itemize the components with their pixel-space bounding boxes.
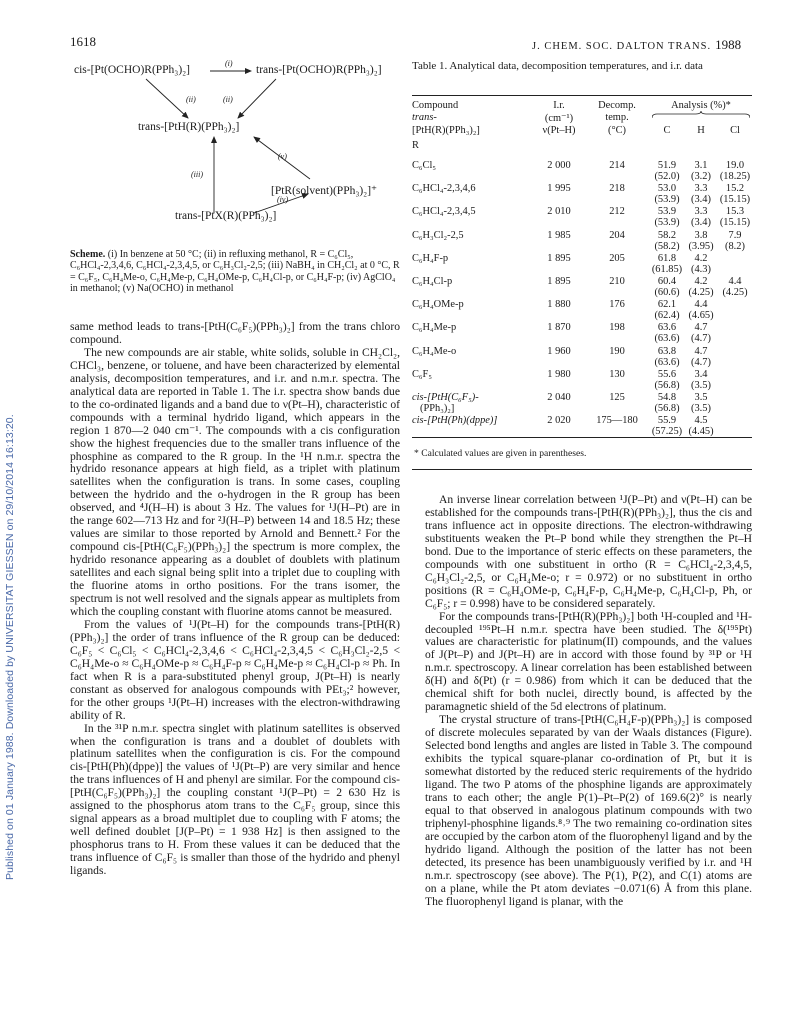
row-h: 3.8 (694, 229, 708, 241)
arrow-ii-left (146, 79, 188, 118)
left-column (70, 321, 400, 878)
paragraph: The new compounds are air stable, white solids, soluble in CH₂Cl₂, CHCl₃, benzene, or toluene, and have been characterized by elemental analysis, decomposition temperatures, and i.r. and n.m.r. spectra. The analytical data are reported in Table 1. The i.r. spectra show bands due to the co-ordinated ligands and a band due to ν(Pt–H), characteristic of compounds with a terminal hydrido ligand, which appears in the region 1 870—2 040 cm⁻¹. The compounds with a cis configuration show the highest frequencies due to the smaller trans influence of the phosphine as compared to the R group. In the ¹H n.m.r. spectra the hydrido resonance appears at high field, as a triplet with platinum satellites when the configuration is trans. In some cases, coupling between the hydrido and the o-hydrogen in the R group has been observed, and ⁴J(H–H) is about 3 Hz. The values for ¹J(H–Pt) are in the range 602—713 Hz and for ²J(H–P) between 14 and 18.5 Hz; these values are similar to those reported by Arnold and Bennett.² For the compound cis-[PtH(C₆F₅)(PPh₃)₂] the spectrum is more complex, the hydrido resonance appearing as a doublet of doublets with platinum satellites and each signal being split into a triplet due to coupling with the fluorine atoms in ortho positions. For the trans isomer, the spectrum is not well resolved and the signals appear as multiplets from which the coupling constant with fluorine atoms cannot be measured. (70, 345, 400, 618)
scheme-label-v: (v) (278, 152, 287, 161)
row-h-calc: (4.45) (688, 426, 714, 438)
row-h-calc: (3.4) (691, 194, 711, 206)
row-h-calc: (3.5) (691, 379, 711, 391)
table-rule-bottom (412, 437, 752, 438)
row-ir: 2 000 (547, 160, 571, 171)
scheme-label-iii: (iii) (191, 170, 203, 179)
row-cl-calc: (8.2) (725, 240, 745, 252)
row-c: 63.8 (657, 345, 677, 357)
row-h-calc: (4.25) (688, 287, 714, 298)
header-ir: I.r. (553, 100, 565, 111)
row-ir: 1 880 (547, 299, 571, 311)
row-h-calc: (3.95) (688, 240, 714, 252)
row-ir: 2 010 (547, 206, 571, 218)
right-column (425, 494, 752, 909)
row-c: 61.8 (657, 252, 677, 264)
row-c-calc: (52.0) (654, 171, 680, 182)
row-compound: C₆Cl₅ (412, 160, 436, 171)
row-decomp: 125 (609, 392, 625, 403)
row-cl: 19.0 (725, 160, 745, 171)
row-ir: 1 995 (547, 183, 571, 195)
row-h: 3.4 (694, 368, 708, 380)
row-h-calc: (3.2) (691, 171, 711, 182)
row-ir: 1 980 (547, 368, 571, 380)
row-h-calc: (4.3) (691, 263, 711, 275)
row-c: 58.2 (657, 229, 677, 241)
paragraph: same method leads to trans-[PtH(C₆F₅)(PPh₃)₂] from the trans chloro compound. (70, 320, 400, 346)
row-ir: 2 020 (547, 415, 571, 427)
header-ir-band: ν(Pt–H) (542, 125, 576, 136)
row-decomp: 190 (609, 345, 625, 357)
scheme-halide: trans-[PtX(R)(PPh₃)₂] (175, 210, 277, 222)
row-c-calc: (58.2) (654, 240, 680, 252)
analysis-brace (652, 111, 750, 119)
row-cl: 15.3 (725, 206, 745, 218)
row-c-calc: (60.6) (654, 287, 680, 298)
row-decomp: 210 (609, 276, 625, 287)
row-compound: C₆HCl₄-2,3,4,5 (412, 206, 476, 218)
row-decomp: 218 (609, 183, 625, 195)
row-compound: C₆H₃Cl₂-2,5 (412, 229, 464, 241)
paragraph: From the values of ¹J(Pt–H) for the compounds trans-[PtH(R)(PPh₃)₂] the order of trans influence of the R group can be deduced: C₆F₅ < C₆Cl₅ < C₆HCl₄-2,3,4,6 < C₆HCl₄-2,3,4,5 < C₆H₃Cl₂-2,5 < C₆H₄Me-o ≈ C₆H₄OMe-p ≈ C₆H₄F-p ≈ C₆H₄Me-p ≈ C₆H₄Cl-p ≈ Ph. In fact when R is a para-substituted phenyl group, J(Pt–H) is nearly constant as observed for analogous compounds with PEt₃;² however, for the other groups ¹J(Pt–H) increases with the electron-withdrawing ability of R. (70, 617, 400, 722)
scheme-caption-text: (i) In benzene at 50 °C; (ii) in refluxing methanol, R = C₆Cl₅, C₆HCl₄-2,3,4,6, C₆HCl₄-2,3,4,5, or C₆H₃Cl₂-2,5; (iii) NaBH₄ in CH₂Cl₂ at 0 °C, R = C₆F₅, C₆H₄Me-o, C₆H₄Me-p, C₆H₄OMe-p, C₆H₄Cl-p, or C₆H₄F-p; (iv) AgClO₄ in methanol; (v) Na(OCHO) in methanol (70, 249, 400, 294)
row-c: 55.9 (657, 415, 677, 427)
row-cl-calc: (18.25) (719, 171, 751, 182)
row-ir: 2 040 (547, 392, 571, 403)
scheme-label-ii-right: (ii) (223, 95, 233, 104)
header-ir-unit: (cm⁻¹) (544, 113, 574, 124)
row-compound: cis-[PtH(C₆F₅)- (412, 392, 479, 403)
header-c: C (663, 125, 671, 136)
row-c-calc: (56.8) (654, 403, 680, 414)
row-c: 54.8 (657, 392, 677, 403)
row-compound: C₆F₅ (412, 368, 432, 380)
scheme-hydride: trans-[PtH(R)(PPh₃)₂] (138, 121, 240, 133)
header-decomp-unit: (°C) (607, 125, 626, 136)
row-compound: C₆H₄OMe-p (412, 299, 464, 311)
journal-header (532, 37, 741, 53)
row-compound: C₆HCl₄-2,3,4,6 (412, 183, 476, 195)
row-h-calc: (4.65) (688, 310, 714, 322)
scheme-arrows (58, 55, 403, 255)
row-h-calc: (4.7) (691, 333, 711, 345)
row-c: 53.0 (657, 183, 677, 195)
row-decomp: 205 (609, 252, 625, 264)
row-c: 55.6 (657, 368, 677, 380)
scheme-cis-formate: cis-[Pt(OCHO)R(PPh₃)₂] (74, 64, 190, 76)
row-cl: 15.2 (725, 183, 745, 195)
row-c: 63.6 (657, 322, 677, 334)
row-cl: 7.9 (728, 229, 742, 241)
row-c: 62.1 (657, 299, 677, 311)
header-r: R (412, 140, 419, 151)
journal-year: 1988 (715, 37, 742, 52)
row-ir: 1 960 (547, 345, 571, 357)
row-ir: 1 870 (547, 322, 571, 334)
journal-name: J. CHEM. SOC. DALTON TRANS. (532, 41, 712, 52)
scheme-label-i: (i) (225, 59, 233, 68)
row-cl-calc: (15.15) (719, 217, 751, 229)
row-c: 60.4 (657, 276, 677, 287)
header-analysis: Analysis (%)* (671, 100, 731, 111)
row-cl-calc: (15.15) (719, 194, 751, 206)
paragraph: In the ³¹P n.m.r. spectra singlet with platinum satellites is observed when the configuration is trans and a doublet of doublets with platinum satellites when the configuration is cis. For the compound cis-[PtH(Ph)(dppe)] the values of ¹J(Pt–P) are very similar and hence the trans influences of H and phenyl are similar. For the compound cis-[PtH(C₆F₅)(PPh₃)₂] the coupling constant ¹J(P–Pt) = 2 630 Hz is assigned to the phosphorus atom trans to the C₆F₅ group, since this signal appears as a broad multiplet due to coupling with F atoms; the well defined doublet [J(P–Pt) = 1 938 Hz] is then assigned to the phosphorus trans to H. From these values it can be deduced that the trans influence of C₆F₅ is smaller than those of the hydrido and phenyl ligands. (70, 721, 401, 878)
row-c-calc: (63.6) (654, 333, 680, 345)
row-decomp: 204 (609, 229, 625, 241)
row-compound: C₆H₄Me-p (412, 322, 457, 334)
scheme-solvento: [PtR(solvent)(PPh₃)₂]⁺ (271, 185, 378, 197)
scheme-label-iv: (iv) (277, 195, 289, 204)
paragraph: The crystal structure of trans-[PtH(C₆H₄F-p)(PPh₃)₂] is composed of discrete molecules separated by van der Waals distances (Figure). Selected bond lengths and angles are listed in Table 3. The compound exhibits the typical square-planar co-ordination of Pt, but it is somewhat distorted by the reduced steric requirements of the hydrido ligand. The two P atoms of the phosphine ligands are approximately trans to each other; the angle P(1)–Pt–P(2) of 169.6(2)° is nearly equal to that observed in analogous platinum compounds with two triphenyl-phosphine ligands.⁸˒⁹ The two remaining co-ordination sites are occupied by the carbon atom of the fluorophenyl ligand and by the hydrido ligand. Although the position of the latter has not been detected, its presence has been unambiguously verified by i.r. and ¹H n.m.r. spectroscopy (see above). The P(1), P(2), and C(1) atoms are on a plane, while the Pt atom deviates −0.071(6) Å from this plane. The fluorophenyl ligand is planar, with the (425, 713, 752, 908)
row-ir: 1 985 (547, 229, 571, 241)
header-compound-formula: [PtH(R)(PPh₃)₂] (412, 125, 480, 136)
paragraph: For the compounds trans-[PtH(R)(PPh₃)₂] both ¹H-coupled and ¹H-decoupled ¹⁹⁵Pt–H n.m.r. spectra have been studied. The δ(¹⁹⁵Pt) values are characteristic for platinum(II) compounds, and the values of J(Pt–P) and J(Pt–H) are in accord with those found by ³¹P or ¹H n.m.r. spectroscopy. A linear correlation has been established between δ(H) and δ(Pt) (r = 0.986) from which it can be deduced that the chemical shift for both nuclei, directly bound, is affected by the paramagnetic shield of the 5d electrons of platinum. (425, 609, 752, 714)
row-h: 3.3 (694, 206, 708, 218)
table-rule-top (412, 95, 752, 96)
download-sidebar: Published on 01 January 1988. Downloaded by UNIVERSITAT GIESSEN on 29/10/2014 16:13:20. (4, 414, 16, 880)
row-h-calc: (4.7) (691, 356, 711, 368)
scheme-trans-formate: trans-[Pt(OCHO)R(PPh₃)₂] (256, 64, 382, 76)
row-decomp: 176 (609, 299, 625, 311)
row-cl: 4.4 (728, 276, 742, 287)
row-h: 4.2 (694, 276, 708, 287)
paragraph: An inverse linear correlation between ¹J(P–Pt) and ν(Pt–H) can be established for the compounds trans-[PtH(R)(PPh₃)₂], thus the cis and trans influence act in opposite directions. The electron-withdrawing substituents weaken the Pt–P bond while they strengthen the Pt–H bond. Due to the importance of steric effects on these parameters, the compounds with one substituent in ortho (R = C₆HCl₄-2,3,4,5, C₆H₃Cl₂-2,5, or C₆H₄Me-o; r = 0.972) or no substituent in ortho positions (R = C₆H₄OMe-p, C₆H₄F-p, C₆H₄Me-p, C₆H₄Cl-p, Ph, or C₆F₅; r = 0.998) have to be considered separately. (425, 493, 752, 610)
row-compound: C₆H₄F-p (412, 252, 449, 264)
header-compound: Compound (412, 100, 459, 111)
row-compound: C₆H₄Me-o (412, 345, 457, 357)
arrow-ii-right (238, 79, 276, 118)
header-decomp: Decomp. (598, 100, 636, 111)
row-c: 51.9 (657, 160, 677, 171)
row-h: 4.5 (694, 415, 708, 427)
row-c-calc: (62.4) (654, 310, 680, 322)
table-rule-end (412, 469, 752, 470)
row-compound: cis-[PtH(Ph)(dppe)] (412, 415, 498, 427)
row-h: 3.3 (694, 183, 708, 195)
row-decomp: 130 (609, 368, 625, 380)
table-footnote: * Calculated values are given in parentheses. (414, 448, 587, 459)
header-decomp-temp: temp. (605, 112, 629, 123)
row-compound: C₆H₄Cl-p (412, 276, 453, 287)
row-c: 53.9 (657, 206, 677, 218)
header-compound-trans: trans- (412, 112, 437, 123)
page-number: 1618 (70, 34, 96, 49)
row-decomp: 198 (609, 322, 625, 334)
row-c-calc: (57.25) (651, 426, 683, 438)
row-decomp: 212 (609, 206, 625, 218)
row-h: 4.7 (694, 345, 708, 357)
row-cl-calc: (4.25) (722, 287, 748, 298)
row-decomp: 214 (609, 160, 625, 171)
row-ir: 1 895 (547, 276, 571, 287)
reaction-scheme (58, 55, 403, 270)
row-compound-cont: (PPh₃)₂] (420, 403, 455, 414)
row-c-calc: (56.8) (654, 379, 680, 391)
row-h: 4.2 (694, 252, 708, 264)
row-h: 4.7 (694, 322, 708, 334)
row-h: 3.5 (694, 392, 708, 403)
scheme-label-ii-left: (ii) (186, 95, 196, 104)
row-c-calc: (53.9) (654, 217, 680, 229)
row-h: 4.4 (694, 299, 708, 311)
scheme-caption-title: Scheme. (70, 249, 106, 260)
row-h-calc: (3.4) (691, 217, 711, 229)
row-ir: 1 895 (547, 252, 571, 264)
row-h-calc: (3.5) (691, 403, 711, 414)
row-h: 3.1 (694, 160, 708, 171)
table-title: Table 1. Analytical data, decomposition temperatures, and i.r. data (412, 60, 703, 72)
row-c-calc: (53.9) (654, 194, 680, 206)
row-c-calc: (63.6) (654, 356, 680, 368)
row-decomp: 175—180 (596, 415, 638, 427)
row-c-calc: (61.85) (651, 263, 683, 275)
header-h: H (697, 125, 705, 136)
scheme-caption (70, 249, 400, 294)
header-cl: Cl (730, 125, 740, 136)
